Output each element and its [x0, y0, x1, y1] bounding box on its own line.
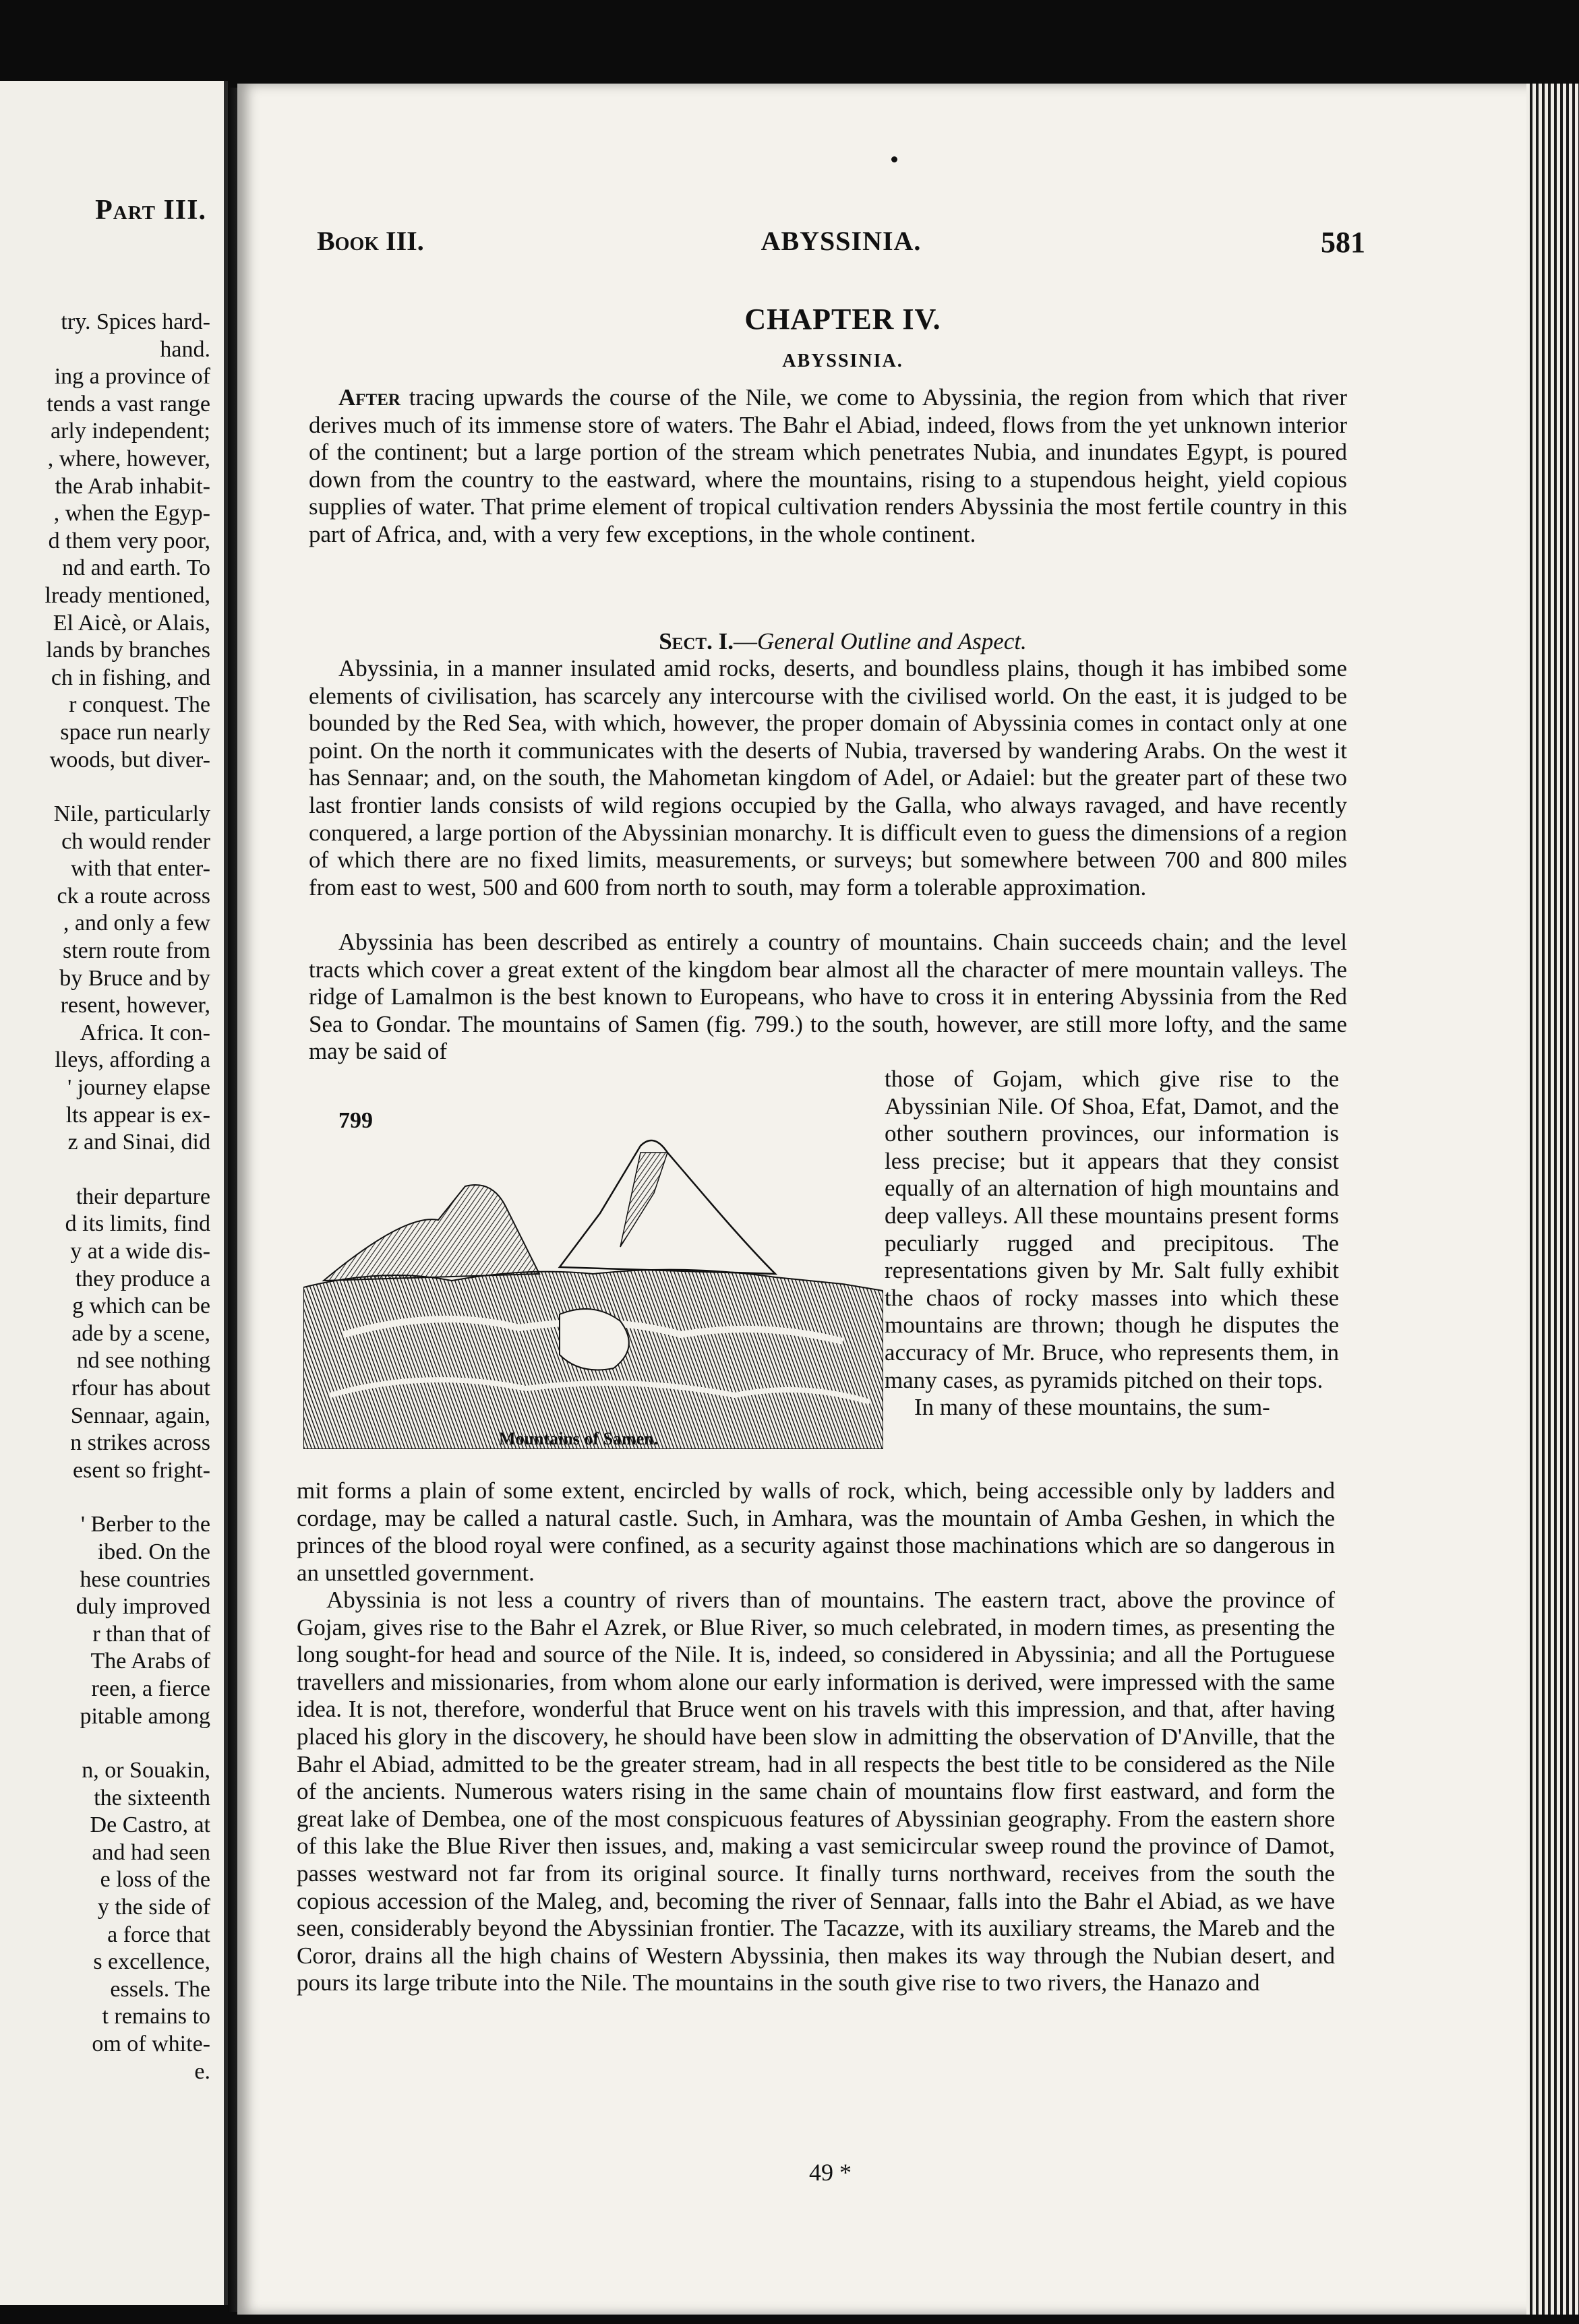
left-page-line — [0, 1157, 210, 1184]
left-page-line: g which can be — [72, 1293, 210, 1319]
left-page-line: a force that — [107, 1922, 210, 1947]
left-page-line: woods, but diver- — [49, 747, 210, 772]
left-page-line: ade by a scene, — [71, 1320, 210, 1346]
left-page-line: e. — [194, 2058, 210, 2084]
running-header — [317, 225, 1365, 266]
left-page-line: e loss of the — [100, 1867, 210, 1893]
intro-lead: After — [338, 384, 400, 410]
paragraph-outline — [309, 655, 1347, 901]
left-page-line: rfour has about — [71, 1375, 210, 1401]
left-page-line: lts appear is ex- — [65, 1102, 210, 1128]
left-page-line: ' journey elapse — [67, 1075, 210, 1101]
left-page-line: duly improved — [76, 1594, 210, 1620]
page-edges — [1526, 84, 1579, 2315]
left-page-line: stern route from — [62, 938, 210, 964]
chapter-title: CHAPTER IV. — [744, 303, 941, 336]
page-number: 581 — [1321, 226, 1365, 259]
left-page-line: essels. The — [110, 1976, 210, 2002]
left-page-line: space run nearly — [60, 719, 210, 745]
left-page-line: d its limits, find — [65, 1211, 210, 1237]
left-page-line: lleys, affording a — [55, 1047, 210, 1073]
left-page-line: n, or Souakin, — [82, 1758, 210, 1783]
figure-caption: Mountains of Samen. — [499, 1429, 659, 1448]
section-title: General Outline and Aspect. — [756, 628, 1027, 654]
page-speck — [891, 156, 897, 162]
left-page-line: pitable among — [80, 1703, 210, 1729]
left-page-line: resent, however, — [60, 993, 210, 1018]
left-page-line: the sixteenth — [94, 1785, 210, 1810]
chapter-subtitle: ABYSSINIA. — [782, 350, 903, 371]
left-page-line — [0, 1484, 210, 1511]
paragraph-4: Abyssinia is not less a country of rivers than of mountains. The eastern tract, above the province of Gojam, gives rise to the Bahr el Azrek, or Blue River, so much celebrated, in modern times, as presenting the long sought-for head and source of the Nile. It is, indeed, so considered in Abyssinia; and all the Portuguese travellers and missionaries, from whom alone our early information is derived, were impressed with the same idea. It is not, therefore, wonderful that Bruce went on his travels with this impression, and that, after having placed his glory in the discovery, he should have been slow in admitting the observation of D'Anville, that the Bahr el Abiad, admitted to be the greater stream, had in all respects the best title to be considered as the Nile of the ancients. Numerous waters rising in the same chain of mountains flow first eastward, and form the great lake of Dembea, one of the most conspicuous features of Abyssinian geography. From the eastern shore of this lake the Blue River then issues, and, making a vast semicircular sweep round the province of Damot, passes westward not far from its original source. It finally turns northward, receives from the south the copious accession of the Maleg, and, becoming the river of Sennaar, falls into the Bahr el Abiad, as we have seen, considerably beyond the Abyssinian frontier. The Tacazze, with its auxiliary streams, the Mareb and the Coror, drains all the high chains of Western Abyssinia, then makes its way through the Nubian desert, and pours its large tribute into the Nile. The mountains in the south give rise to two rivers, the Hanazo and — [297, 1587, 1335, 1996]
left-page-line: and had seen — [92, 1839, 210, 1865]
left-page-line: om of white- — [92, 2031, 210, 2057]
left-page-line: hand. — [160, 336, 210, 362]
left-page-line: nd and earth. To — [62, 555, 210, 581]
left-page-line: z and Sinai, did — [67, 1130, 210, 1155]
paragraph-3-start: In many of these mountains, the sum- — [914, 1394, 1270, 1421]
left-page-line: lands by branches — [46, 638, 210, 663]
left-page-line: hese countries — [80, 1566, 210, 1592]
paragraph-2-continued: those of Gojam, which give rise to the Abyssinian Nile. Of Shoa, Efat, Damot, and the other southern provinces, our information is less precise; but it appears that they consist equally of an alternation of high mountains and deep valleys. All these mountains present forms peculiarly rugged and precipitous. The representations given by Mr. Salt fully exhibit the chaos of rocky masses into which these mountains are thrown; though he disputes the accuracy of Mr. Bruce, who represents them, in many cases, as pyramids pitched on their tops. — [885, 1066, 1339, 1393]
section-label: Sect. I. — [659, 628, 734, 654]
left-page-line: Nile, particularly — [53, 801, 210, 827]
left-page-line: The Arabs of — [90, 1649, 210, 1674]
paragraph-mountains — [309, 929, 1347, 1066]
header-title: ABYSSINIA. — [761, 226, 922, 256]
left-page-line: tends a vast range — [47, 391, 210, 417]
left-page-line: y the side of — [97, 1895, 210, 1920]
left-page-line: Africa. It con- — [80, 1020, 210, 1045]
left-page-line: d them very poor, — [48, 528, 210, 553]
left-page-line: , and only a few — [63, 911, 210, 936]
left-page-line: by Bruce and by — [59, 965, 210, 991]
left-page-line — [0, 774, 210, 801]
left-page-line: El Aicè, or Alais, — [53, 610, 210, 636]
left-page-line — [0, 1730, 210, 1757]
left-page-line: lready mentioned, — [44, 582, 210, 608]
left-page-line: with that enter- — [70, 856, 210, 882]
left-page-line: their departure — [76, 1184, 210, 1209]
paragraph-2-column — [885, 1066, 1339, 1421]
left-page-line: esent so fright- — [73, 1457, 210, 1483]
left-page-line: ing a province of — [54, 364, 210, 390]
left-page-line: , when the Egyp- — [53, 501, 210, 526]
left-page-line: y at a wide dis- — [70, 1239, 210, 1264]
signature-mark: 49 * — [809, 2159, 852, 2186]
intro-paragraph — [309, 384, 1347, 549]
left-page-line: the Arab inhabit- — [55, 473, 210, 499]
intro-text: tracing upwards the course of the Nile, we come to Abyssinia, the region from which that river derives much of its immense store of waters. The Bahr el Abiad, indeed, flows from the yet unknown interior of the continent; but a large portion of the stream which penetrates Nubia, and inundates Egypt, is poured down from the country to the eastward, where the mountains, rising to a stupendous height, yield copious supplies of water. That prime element of tropical cultivation renders Abyssinia the most fertile country in this part of Africa, and, with a very few exceptions, in the whole continent. — [309, 384, 1347, 547]
left-page-line: ck a route across — [57, 883, 210, 909]
paragraph-rivers — [297, 1587, 1335, 1997]
paragraph-1: Abyssinia, in a manner insulated amid rocks, deserts, and boundless plains, though it has imbibed some elements of civilisation, has scarcely any intercourse with the civilised world. On the east, it is judged to be bounded by the Red Sea, with which, however, the proper domain of Abyssinia comes in contact only at one point. On the north it communicates with the deserts of Nubia, traversed by wandering Arabs. On the west it has Sennaar; and, on the south, the Mahometan kingdom of Adel, or Adaiel: but the greater part of these two last frontier lands consists of wild regions occupied by the Galla, who always ravaged, and have recently conquered, a large portion of the Abyssinian monarchy. It is difficult even to guess the dimensions of a region of which there are no fixed limits, measurements, or surveys; but somewhere between 700 and 800 miles from east to west, 500 and 600 from north to south, may form a tolerable approximation. — [309, 655, 1347, 900]
left-page-line: r conquest. The — [69, 692, 210, 718]
left-page-text — [0, 309, 210, 2085]
header-book: Book III. — [317, 226, 424, 256]
left-page-line: they produce a — [75, 1266, 210, 1291]
mountains-engraving — [303, 1112, 883, 1449]
left-running-head: Part III. — [95, 195, 206, 226]
left-page-line: reen, a fierce — [91, 1676, 210, 1701]
left-page-line: ch in fishing, and — [51, 665, 210, 690]
left-page-line: ibed. On the — [97, 1539, 210, 1564]
left-page-line: s excellence, — [93, 1949, 210, 1975]
section-heading: Sect. I.—General Outline and Aspect. — [659, 628, 1027, 654]
left-page-line: De Castro, at — [90, 1812, 210, 1838]
left-page-line: nd see nothing — [76, 1348, 210, 1374]
left-page-line: ch would render — [61, 828, 210, 854]
paragraph-3-body — [297, 1477, 1335, 1587]
left-page-line: try. Spices hard- — [61, 309, 210, 334]
left-page-line: n strikes across — [70, 1430, 210, 1456]
left-page-line: ' Berber to the — [80, 1512, 210, 1537]
figure-number: 799 — [338, 1108, 373, 1133]
left-page-line: r than that of — [92, 1621, 210, 1647]
left-page-line: Sennaar, again, — [70, 1403, 210, 1428]
paragraph-3-rest: mit forms a plain of some extent, encircled by walls of rock, which, being accessible only by ladders and cordage, may be called a natural castle. Such, in Amhara, was the mountain of Amba Geshen, in which the princes of the blood royal were confined, as a security against those machinations which are so dangerous in an unsettled government. — [297, 1477, 1335, 1586]
left-page — [0, 81, 228, 2305]
left-page-line: arly independent; — [51, 419, 210, 444]
left-page-line: , where, however, — [47, 446, 210, 471]
paragraph-2-top: Abyssinia has been described as entirely a country of mountains. Chain succeeds chain; and the level tracts which cover a great extent of the kingdom bear almost all the character of mere mountain valleys. The ridge of Lamalmon is the best known to Europeans, who have to cross it in entering Abyssinia from the Red Sea to Gondar. The mountains of Samen (fig. 799.) to the south, however, are still more lofty, and the same may be said of — [309, 929, 1347, 1065]
left-page-line: t remains to — [102, 2004, 210, 2029]
